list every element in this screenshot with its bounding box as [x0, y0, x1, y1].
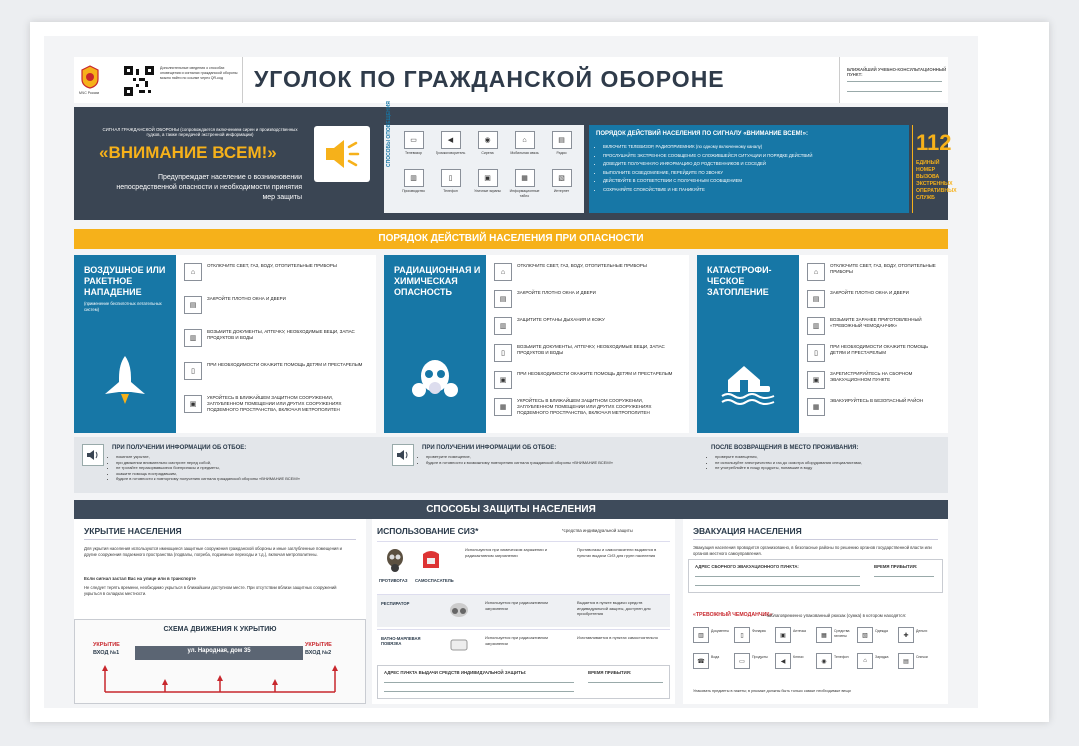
emblem-icon	[80, 65, 100, 89]
method-item	[396, 131, 431, 156]
nearest-point-label: БЛИЖАЙШИЙ УЧЕБНО-КОНСУЛЬТАЦИОННЫЙ ПУНКТ:	[847, 67, 947, 77]
methods-label: СПОСОБЫ ОПОВЕЩЕНИЯ	[386, 101, 392, 167]
suitcase-item-label: Спички	[916, 655, 928, 659]
siz-use-text: Используется при радиоактивном загрязнении	[485, 600, 548, 611]
suitcase-item-label: Одежда	[875, 629, 888, 633]
hazard-steps-panel	[486, 255, 689, 433]
procedure-item: • СОХРАНЯЙТЕ СПОКОЙСТВИЕ И НЕ ПАНИКУЙТЕ	[603, 186, 903, 195]
step-icon: ▯	[807, 344, 825, 362]
siz-item-label: САМОСПАСАТЕЛЬ	[415, 578, 454, 583]
after-item: • будьте в готовности к повторному получению сигнала гражданской обороны «ВНИМАНИЕ ВСЕМ!»	[116, 476, 371, 482]
step-text: ПРИ НЕОБХОДИМОСТИ ОКАЖИТЕ ПОМОЩЬ ДЕТЯМ И ПРЕСТАРЕЛЫМ	[517, 371, 673, 376]
suitcase-item-icon: ▣	[775, 627, 791, 643]
suitcase-item-label: Телефон	[834, 655, 849, 659]
evacuation-point-line	[695, 576, 860, 577]
method-label: Телефон	[443, 189, 458, 193]
suitcase-item-label: Вода	[711, 655, 720, 659]
method-label: Телевизор	[404, 151, 423, 155]
step-icon: ▤	[494, 290, 512, 308]
method-item	[433, 169, 468, 194]
nearest-point-line	[847, 81, 942, 82]
hazard-step	[807, 344, 939, 362]
after-title: ПОСЛЕ ВОЗВРАЩЕНИЯ В МЕСТО ПРОЖИВАНИЯ:	[711, 445, 859, 451]
shelter-scheme	[74, 619, 366, 704]
method-icon: ▣	[478, 169, 498, 187]
procedure-item: • ВКЛЮЧИТЕ ТЕЛЕВИЗОР, РАДИОПРИЕМНИК (по одному включенному каналу)	[603, 143, 903, 152]
suitcase-title: «ТРЕВОЖНЫЙ ЧЕМОДАНЧИК»	[693, 612, 773, 618]
suitcase-footnote: Упаковать предметы в пакеты; в рюкзаке должны быть только самые необходимые вещи	[693, 689, 851, 693]
qr-code-icon	[124, 66, 154, 96]
hazard-title: ВОЗДУШНОЕ ИЛИ РАКЕТНОЕ НАПАДЕНИЕ	[84, 265, 166, 297]
speaker-icon	[392, 444, 414, 466]
procedure-title: ПОРЯДОК ДЕЙСТВИЙ НАСЕЛЕНИЯ ПО СИГНАЛУ «ВНИМАНИЕ ВСЕМ!»:	[596, 131, 808, 137]
hazard-step	[807, 398, 939, 416]
suitcase-item-label: Зарядка	[875, 655, 889, 659]
suitcase-item	[775, 651, 815, 673]
suitcase-item	[898, 625, 938, 647]
after-item: • покиньте укрытие,	[116, 454, 371, 460]
siz-issue-text: Противогазы и самоспасатели выдаются в пунктах выдачи СИЗ для групп населения	[577, 547, 657, 558]
suitcase-item-icon: ▤	[898, 653, 914, 669]
route-arrows	[85, 660, 357, 700]
siz-use-text: Используются при химическом заражении и радиоактивном загрязнении	[465, 547, 547, 558]
danger-banner	[74, 229, 948, 249]
siz-issue-text: Изготавливается в пунктах самостоятельно	[577, 635, 658, 640]
speaker-icon	[82, 444, 104, 466]
header-divider	[242, 57, 243, 103]
siz-title: ИСПОЛЬЗОВАНИЕ СИЗ*	[377, 526, 479, 536]
hazard-step	[184, 362, 367, 380]
step-icon: ▦	[807, 398, 825, 416]
entrance-1: ВХОД №1	[93, 650, 120, 656]
method-item	[396, 169, 431, 194]
signal-text: СИГНАЛ ГРАЖДАНСКОЙ ОБОРОНЫ (сопровождается включением сирен и производственных гудков, а также передачей экстренной информации)	[102, 127, 298, 137]
hazard-aircraft-icon	[95, 350, 155, 410]
siz-note: *средства индивидуальной защиты	[562, 528, 633, 533]
method-label: Мобильная связь	[510, 151, 539, 155]
suitcase-item-label: Деньги	[916, 629, 928, 633]
hazard-steps-panel	[176, 255, 376, 433]
suitcase-item-icon: ☎	[693, 653, 709, 669]
poster	[44, 36, 978, 708]
suitcase-item-label: Фонарик	[752, 629, 766, 633]
shelter-panel	[74, 519, 366, 704]
after-item: • проверьте помещения,	[715, 454, 955, 460]
methods-grid	[396, 131, 582, 209]
hazard-step	[807, 263, 939, 281]
method-item	[470, 169, 505, 194]
protection-banner	[74, 500, 948, 519]
hazard-step	[494, 290, 680, 308]
suitcase-item	[775, 625, 815, 647]
suitcase-item	[857, 625, 897, 647]
suitcase-text: — заблаговременно упакованный рюкзак (сумка) в котором находятся:	[761, 613, 907, 618]
step-icon: ▣	[184, 395, 202, 413]
hazard-title: РАДИАЦИОННАЯ И ХИМИЧЕСКАЯ ОПАСНОСТЬ	[394, 265, 481, 297]
siz-row	[377, 629, 670, 662]
page-title: УГОЛОК ПО ГРАЖДАНСКОЙ ОБОРОНЕ	[254, 66, 725, 92]
shelter-text: Для укрытия населения используются имеющиеся защитные сооружения гражданской обороны и иные заглубленные помещения и другие сооружения подземного пространства (подвалы, погреба, подземные переходы и т.д.), включая метрополитены.	[84, 546, 343, 557]
method-item	[544, 131, 579, 156]
emergency-number: 112	[916, 130, 952, 155]
step-text: УКРОЙТЕСЬ В БЛИЖАЙШЕМ ЗАЩИТНОМ СООРУЖЕНИИ, ЗАГЛУБЛЕННОМ ПОМЕЩЕНИИ ИЛИ ДРУГИХ СООРУЖЕНИЯХ ПОДЗЕМНОГО ПРОСТРАНСТВА, ВКЛЮЧАЯ МЕТРОПОЛИТЕН	[517, 398, 652, 415]
after-item: • проветрите помещение,	[426, 454, 691, 460]
hazard-step	[807, 290, 939, 308]
qr-caption: Дополнительные сведения о способах оповещения и сигналах гражданской обороны можно найти по ссылке через QR-код	[160, 66, 238, 80]
siz-row	[377, 594, 670, 627]
method-label: Интернет	[553, 189, 570, 193]
hazard-step	[184, 395, 367, 413]
evacuation-time-label: ВРЕМЯ ПРИБЫТИЯ:	[874, 564, 918, 569]
step-icon: ▣	[807, 371, 825, 389]
hazard-subtitle: (применение беспилотных летательных систем)	[84, 301, 162, 312]
shelter-text-2: Не следует терять времени, необходимо укрыться в ближайшем доступном месте. При отсутствии вблизи защитных сооружений укрыться в складках местности.	[84, 585, 337, 596]
hazard-step	[494, 371, 680, 389]
emblem-caption: МЧС России	[79, 91, 100, 95]
shelter-subtitle: Если сигнал застал Вас на улице или в транспорте	[84, 576, 196, 581]
evacuation-text: Эвакуация населения проводится организованно, в безопасные районы по решению органов государственной власти или органов местного самоуправления.	[693, 545, 932, 556]
method-label: Сирена	[481, 151, 494, 155]
siz-gas-mask-icon	[381, 546, 409, 574]
suitcase-item-icon: ▧	[857, 627, 873, 643]
evacuation-point-label: АДРЕС СБОРНОГО ЭВАКУАЦИОННОГО ПУНКТА:	[695, 564, 799, 569]
protection-banner-title: СПОСОБЫ ЗАЩИТЫ НАСЕЛЕНИЯ	[426, 504, 596, 515]
hazard-step	[494, 263, 680, 281]
step-icon: ▣	[494, 371, 512, 389]
step-text: ОТКЛЮЧИТЕ СВЕТ, ГАЗ, ВОДУ, ОТОПИТЕЛЬНЫЕ ПРИБОРЫ	[517, 263, 647, 268]
method-label: Радио	[556, 151, 567, 155]
step-icon: ▯	[494, 344, 512, 362]
siz-address-line	[384, 682, 574, 683]
method-item	[507, 169, 542, 198]
step-text: ЗАКРОЙТЕ ПЛОТНО ОКНА И ДВЕРИ	[207, 296, 286, 301]
danger-banner-title: ПОРЯДОК ДЕЙСТВИЙ НАСЕЛЕНИЯ ПРИ ОПАСНОСТИ	[378, 233, 644, 244]
siz-address-line-2	[384, 691, 574, 692]
step-icon: ▥	[807, 317, 825, 335]
siz-item-label: РЕСПИРАТОР	[381, 601, 410, 606]
step-text: УКРОЙТЕСЬ В БЛИЖАЙШЕМ ЗАЩИТНОМ СООРУЖЕНИИ, ЗАГЛУБЛЕННОМ ПОМЕЩЕНИИ ИЛИ ДРУГИХ СООРУЖЕНИЯХ ПОДЗЕМНОГО ПРОСТРАНСТВА, ВКЛЮЧАЯ МЕТРОПОЛИТЕН	[207, 395, 342, 412]
method-label: Производство	[402, 189, 425, 193]
suitcase-item	[898, 651, 938, 673]
gauze-bandage-icon	[447, 634, 471, 656]
step-icon: ▤	[184, 296, 202, 314]
suitcase-item-icon: ▯	[734, 627, 750, 643]
siz-address-label: АДРЕС ПУНКТА ВЫДАЧИ СРЕДСТВ ИНДИВИДУАЛЬНОЙ ЗАЩИТЫ:	[384, 670, 527, 675]
method-item	[433, 131, 468, 156]
step-icon: ⌂	[184, 263, 202, 281]
method-icon: ⌂	[515, 131, 535, 149]
suitcase-item-icon: ▦	[816, 627, 832, 643]
method-label: Уличные экраны	[474, 189, 501, 193]
hazard-step	[184, 263, 367, 281]
step-text: ОТКЛЮЧИТЕ СВЕТ, ГАЗ, ВОДУ, ОТОПИТЕЛЬНЫЕ ПРИБОРЫ	[830, 263, 936, 274]
step-text: ЗАЩИТИТЕ ОРГАНЫ ДЫХАНИЯ И КОЖУ	[517, 317, 605, 322]
hazard-step	[807, 317, 939, 335]
siz-row	[377, 541, 670, 592]
suitcase-items	[693, 625, 943, 685]
shelter-label-left: УКРЫТИЕ	[93, 642, 120, 648]
siz-issue-text: Выдается в пункте выдачи средств индивидуальной защиты, доступен для приобретения	[577, 600, 651, 616]
evacuation-title: ЭВАКУАЦИЯ НАСЕЛЕНИЯ	[693, 526, 802, 536]
after-list	[707, 454, 955, 471]
after-item: • не используйте электричество и газ до осмотра оборудования специалистами,	[715, 460, 955, 466]
hazard-panel	[74, 255, 176, 433]
hazard-steps-panel	[799, 255, 948, 433]
evacuation-time-line	[874, 576, 934, 577]
evacuation-title-line	[693, 539, 938, 540]
hazard-title: КАТАСТРОФИ-ЧЕСКОЕ ЗАТОПЛЕНИЕ	[707, 265, 772, 297]
suitcase-item	[693, 625, 733, 647]
loudspeaker-icon	[314, 126, 370, 182]
after-item: • не трогайте неразорвавшиеся боеприпасы и предметы,	[116, 465, 371, 471]
number-divider	[912, 125, 913, 213]
step-icon: ▤	[807, 290, 825, 308]
step-icon: ▥	[494, 317, 512, 335]
method-icon: ▭	[404, 131, 424, 149]
step-icon: ▯	[184, 362, 202, 380]
evacuation-point-box	[688, 559, 943, 593]
evacuation-point-line-2	[695, 585, 860, 586]
suitcase-item-icon: ▥	[693, 627, 709, 643]
hazard-flood-icon	[718, 350, 778, 410]
hazard-step	[807, 371, 939, 389]
method-icon: ▧	[552, 169, 572, 187]
hazard-step	[494, 398, 680, 416]
hazard-step	[184, 296, 367, 314]
method-icon: ◉	[478, 131, 498, 149]
procedure-item: • ПРОСЛУШАЙТЕ ЭКСТРЕННОЕ СООБЩЕНИЕ О СЛОЖИВШЕЙСЯ СИТУАЦИИ И ПОРЯДКЕ ДЕЙСТВИЙ	[603, 152, 903, 161]
method-icon: ▥	[404, 169, 424, 187]
step-text: ВОЗЬМИТЕ ЗАРАНЕЕ ПРИГОТОВЛЕННЫЙ «ТРЕВОЖНЫЙ ЧЕМОДАНЧИК»	[830, 317, 922, 328]
shelter-title: УКРЫТИЕ НАСЕЛЕНИЯ	[84, 526, 182, 536]
suitcase-item	[734, 625, 774, 647]
after-title: ПРИ ПОЛУЧЕНИИ ИНФОРМАЦИИ ОБ ОТБОЕ:	[422, 445, 557, 451]
suitcase-item	[816, 651, 856, 673]
respirator-icon	[447, 599, 471, 621]
suitcase-item-label: Ключи	[793, 655, 804, 659]
hazard-step	[494, 344, 680, 362]
after-item: • при движении внимательно смотрите перед собой,	[116, 460, 371, 466]
procedure-item: • ДЕЙСТВУЙТЕ В СООТВЕТСТВИИ С ПОЛУЧЕННЫМ СООБЩЕНИЕМ	[603, 177, 903, 186]
method-icon: ◀	[441, 131, 461, 149]
suitcase-item-label: Продукты	[752, 655, 768, 659]
step-text: ЗАКРОЙТЕ ПЛОТНО ОКНА И ДВЕРИ	[517, 290, 596, 295]
step-text: ЭВАКУИРУЙТЕСЬ В БЕЗОПАСНЫЙ РАЙОН	[830, 398, 924, 403]
suitcase-item	[816, 625, 856, 647]
after-list	[108, 454, 371, 482]
procedure-item: • ВЫПОЛНИТЕ ОСВЕДОМЛЕНИЕ, ПЕРЕЙДИТЕ ПО ЗВОНКУ	[603, 169, 903, 178]
step-text: ВОЗЬМИТЕ ДОКУМЕНТЫ, АПТЕЧКУ, НЕОБХОДИМЫЕ ВЕЩИ, ЗАПАС ПРОДУКТОВ И ВОДЫ	[517, 344, 665, 355]
suitcase-item	[693, 651, 733, 673]
suitcase-item	[734, 651, 774, 673]
alert-description: Предупреждает население о возникновении непосредственной опасности и необходимости принятия мер защиты	[116, 174, 302, 201]
header-divider-right	[839, 57, 840, 103]
method-item	[470, 131, 505, 156]
hazard-step	[494, 317, 680, 335]
siz-time-label: ВРЕМЯ ПРИБЫТИЯ:	[588, 670, 632, 675]
suitcase-item-icon: ◉	[816, 653, 832, 669]
method-icon: ▯	[441, 169, 461, 187]
shelter-title-line	[84, 539, 356, 540]
entrance-2: ВХОД №2	[305, 650, 332, 656]
alert-section	[74, 101, 957, 220]
suitcase-item-label: Аптечка	[793, 629, 807, 633]
step-text: ПРИ НЕОБХОДИМОСТИ ОКАЖИТЕ ПОМОЩЬ ДЕТЯМ И ПРЕСТАРЕЛЫМ	[830, 344, 929, 355]
siz-self-rescuer-icon	[417, 546, 445, 574]
hazard-gas-mask-icon	[405, 350, 465, 410]
suitcase-item	[857, 651, 897, 673]
siz-panel	[372, 519, 675, 704]
method-icon: ▦	[515, 169, 535, 187]
scheme-title: СХЕМА ДВИЖЕНИЯ К УКРЫТИЮ	[163, 626, 277, 633]
suitcase-item-icon: ▭	[734, 653, 750, 669]
suitcase-item-label: Средства гигиены	[834, 629, 850, 638]
evacuation-panel	[683, 519, 948, 704]
siz-time-line	[588, 682, 663, 683]
scheme-address: ул. Народная, дом 35	[187, 648, 251, 654]
hazard-panel	[384, 255, 486, 433]
step-text: ПРИ НЕОБХОДИМОСТИ ОКАЖИТЕ ПОМОЩЬ ДЕТЯМ И ПРЕСТАРЕЛЫМ	[207, 362, 363, 367]
siz-use-text: Используется при радиоактивном загрязнении	[485, 635, 548, 646]
step-text: ЗАКРОЙТЕ ПЛОТНО ОКНА И ДВЕРИ	[830, 290, 909, 295]
suitcase-item-icon: ⌂	[857, 653, 873, 669]
suitcase-item-icon: ✚	[898, 627, 914, 643]
siz-item-label: ПРОТИВОГАЗ	[379, 578, 408, 583]
header	[74, 57, 948, 103]
method-label: Информационные табло	[509, 189, 540, 198]
method-item	[544, 169, 579, 194]
procedure-item: • ДОВЕДИТЕ ПОЛУЧЕННУЮ ИНФОРМАЦИЮ ДО РОДСТВЕННИКОВ И СОСЕДЕЙ	[603, 160, 903, 169]
emergency-label: ЕДИНЫЙ НОМЕР ВЫЗОВА ЭКСТРЕННЫХ ОПЕРАТИВНЫХ СЛУЖБ	[916, 160, 957, 201]
step-icon: ▦	[494, 398, 512, 416]
step-icon: ⌂	[807, 263, 825, 281]
suitcase-item-icon: ◀	[775, 653, 791, 669]
siz-item-label: ВАТНО-МАРЛЕВАЯ ПОВЯЗКА	[381, 636, 421, 646]
after-item: • не употребляйте в пищу продукты, попавшие в воду	[715, 465, 955, 471]
hazard-step	[184, 329, 367, 347]
step-icon: ▥	[184, 329, 202, 347]
hazard-panel	[697, 255, 799, 433]
method-item	[507, 131, 542, 156]
step-icon: ⌂	[494, 263, 512, 281]
step-text: ЗАРЕГИСТРИРУЙТЕСЬ НА СБОРНОМ ЭВАКУАЦИОННОМ ПУНКТЕ	[830, 371, 913, 382]
after-title: ПРИ ПОЛУЧЕНИИ ИНФОРМАЦИИ ОБ ОТБОЕ:	[112, 445, 247, 451]
nearest-point-line-2	[847, 91, 942, 92]
alert-title: «ВНИМАНИЕ ВСЕМ!»	[99, 143, 277, 162]
after-item: • окажите помощь пострадавшим,	[116, 471, 371, 477]
step-text: ВОЗЬМИТЕ ДОКУМЕНТЫ, АПТЕЧКУ, НЕОБХОДИМЫЕ ВЕЩИ, ЗАПАС ПРОДУКТОВ И ВОДЫ	[207, 329, 355, 340]
step-text: ОТКЛЮЧИТЕ СВЕТ, ГАЗ, ВОДУ, ОТОПИТЕЛЬНЫЕ ПРИБОРЫ	[207, 263, 337, 268]
after-list	[418, 454, 691, 465]
method-icon: ▤	[552, 131, 572, 149]
suitcase-item-label: Документы	[711, 629, 730, 633]
shelter-label-right: УКРЫТИЕ	[305, 642, 332, 648]
method-label: Громкоговоритель	[435, 151, 466, 155]
after-item: • будьте в готовности к возможному повторению сигнала гражданской обороны «ВНИМАНИЕ ВСЕМ!»	[426, 460, 691, 466]
siz-address-box	[377, 665, 670, 699]
procedure-list	[596, 143, 903, 194]
